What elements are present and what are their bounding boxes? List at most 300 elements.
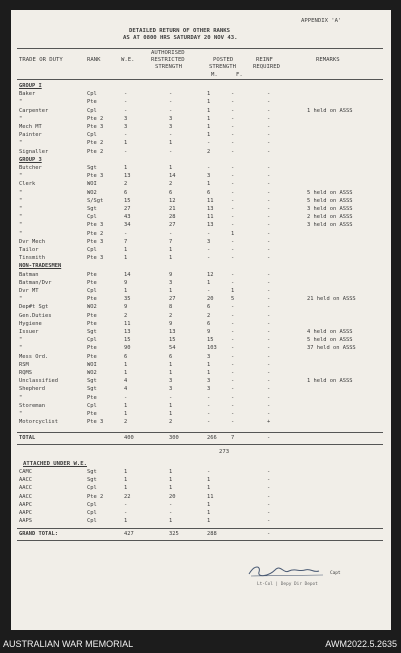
table-row — [11, 321, 391, 328]
table-cell: Unclassified — [19, 378, 58, 385]
table-cell: 2 held on ASSS — [307, 214, 353, 221]
table-cell: Dvr MT — [19, 288, 39, 294]
table-cell: 9 — [169, 271, 173, 278]
table-row — [11, 354, 391, 361]
table-cell: - — [267, 411, 271, 417]
table-cell: 2 — [169, 419, 173, 426]
table-cell: - — [267, 279, 271, 286]
table-cell: 27 — [169, 296, 176, 303]
table-cell: Cpl — [87, 485, 97, 492]
table-cell: Pte 3 — [87, 238, 104, 245]
table-cell: 1 — [169, 288, 173, 294]
table-cell: - — [231, 312, 235, 319]
table-cell: - — [207, 230, 211, 237]
footer-reference: AWM2022.5.2635 — [325, 639, 397, 649]
table-cell: 1 — [124, 288, 128, 294]
table-cell: Pte 2 — [87, 148, 104, 155]
table-cell: AACC — [19, 493, 32, 500]
table-cell: 14 — [124, 271, 131, 278]
table-cell: 1 — [169, 411, 173, 417]
table-cell: " — [19, 115, 23, 122]
table-cell: Baker — [19, 91, 36, 98]
table-row — [11, 419, 391, 426]
table-cell: - — [231, 115, 235, 122]
total-auth: 300 — [169, 435, 179, 441]
subtotal: 273 — [219, 449, 230, 455]
total-row — [11, 435, 391, 442]
table-cell: GROUP I — [19, 83, 42, 89]
table-cell: " — [19, 206, 23, 212]
table-cell: - — [267, 518, 271, 525]
table-cell: Issuer — [19, 329, 39, 335]
table-cell: - — [267, 296, 271, 303]
title-line-2: AS AT 0800 HRS SATURDAY 20 NOV 43. — [123, 35, 238, 41]
table-row — [11, 502, 391, 509]
table-cell: 1 — [207, 370, 211, 376]
table-cell: 1 — [124, 469, 128, 475]
table-cell: " — [19, 222, 23, 229]
table-cell: - — [169, 510, 173, 516]
table-cell: - — [267, 165, 271, 171]
table-row — [11, 214, 391, 221]
table-cell: Dep#t Sgt — [19, 304, 49, 311]
table-cell: - — [231, 279, 235, 286]
table-cell: - — [169, 501, 173, 508]
table-cell: AACC — [19, 477, 32, 484]
table-cell: 20 — [169, 493, 176, 500]
table-cell: Cpl — [87, 214, 97, 221]
table-cell: 3 — [207, 353, 211, 360]
table-cell: 1 — [124, 165, 128, 171]
table-cell: - — [267, 132, 271, 139]
table-cell: " — [19, 230, 23, 237]
col-rank-header: RANK — [87, 57, 101, 63]
table-cell: 1 — [207, 510, 211, 516]
table-cell: - — [267, 477, 271, 484]
table-row — [11, 247, 391, 254]
table-cell: Sgt — [87, 206, 97, 212]
table-row — [11, 485, 391, 492]
table-cell: - — [124, 107, 128, 114]
table-cell: 43 — [124, 214, 131, 221]
table-cell: RSM — [19, 361, 29, 368]
table-cell: - — [231, 140, 235, 147]
table-cell: - — [207, 165, 211, 171]
table-cell: - — [231, 411, 235, 417]
table-cell: - — [267, 206, 271, 212]
table-row — [11, 518, 391, 525]
table-cell: - — [207, 419, 211, 426]
table-cell: Cpl — [87, 510, 97, 516]
table-cell: " — [19, 411, 23, 417]
table-cell: WO2 — [87, 370, 97, 376]
table-cell: 4 — [124, 386, 128, 393]
table-cell: Tinsmith — [19, 255, 45, 262]
table-cell: - — [267, 189, 271, 196]
table-cell: - — [169, 230, 173, 237]
table-cell: Sgt — [87, 469, 97, 475]
table-cell: Clerk — [19, 181, 36, 188]
table-cell: - — [267, 173, 271, 180]
table-row — [11, 99, 391, 106]
table-cell: Pte 2 — [87, 140, 104, 147]
table-cell: - — [267, 485, 271, 492]
table-cell: RQMS — [19, 370, 32, 376]
table-cell: - — [231, 255, 235, 262]
table-row — [11, 329, 391, 336]
table-row — [11, 157, 391, 164]
table-row — [11, 296, 391, 303]
table-cell: 1 — [231, 288, 235, 294]
table-cell: " — [19, 140, 23, 147]
table-cell: 1 — [169, 370, 173, 376]
table-row — [11, 190, 391, 197]
table-row — [11, 91, 391, 98]
table-cell: 1 held on ASSS — [307, 378, 353, 385]
table-cell: " — [19, 345, 23, 352]
table-cell: Sgt — [87, 477, 97, 484]
table-cell: - — [267, 230, 271, 237]
table-cell: Pte — [87, 345, 97, 352]
table-cell: - — [207, 140, 211, 147]
table-cell: 3 — [124, 115, 128, 122]
table-cell: 3 held on ASSS — [307, 206, 353, 212]
table-cell: Cpl — [87, 91, 97, 98]
table-cell: 5 held on ASSS — [307, 197, 353, 204]
table-row — [11, 304, 391, 311]
table-cell: 1 — [207, 477, 211, 484]
table-cell: + — [267, 419, 271, 426]
table-row — [11, 263, 391, 270]
table-cell: AAPS — [19, 518, 32, 525]
table-cell: 35 — [124, 296, 131, 303]
table-cell: Butcher — [19, 165, 42, 171]
grand-total-we: 427 — [124, 531, 134, 537]
table-cell: 1 — [124, 477, 128, 484]
table-cell: - — [231, 197, 235, 204]
table-cell: AACC — [19, 485, 32, 492]
table-row — [11, 231, 391, 238]
table-cell: 9 — [124, 304, 128, 311]
table-cell: Cpl — [87, 132, 97, 139]
table-cell: Mess Ord. — [19, 353, 49, 360]
table-cell: 6 — [124, 353, 128, 360]
table-cell: - — [124, 394, 128, 401]
table-cell: 1 — [169, 402, 173, 409]
table-cell: - — [207, 255, 211, 262]
signature-caption: Lt-Col | Depy Dir Depot — [257, 582, 318, 587]
table-cell: 1 — [124, 518, 128, 525]
table-row — [11, 313, 391, 320]
table-cell: - — [231, 370, 235, 376]
table-row — [11, 288, 391, 295]
table-cell: - — [231, 271, 235, 278]
table-cell: - — [267, 361, 271, 368]
table-cell: - — [231, 402, 235, 409]
table-cell: - — [231, 173, 235, 180]
table-cell: 3 — [169, 279, 173, 286]
table-cell: 1 — [207, 181, 211, 188]
table-cell: - — [207, 469, 211, 475]
table-cell: " — [19, 189, 23, 196]
table-cell: - — [267, 304, 271, 311]
table-cell: - — [231, 394, 235, 401]
table-cell: - — [169, 148, 173, 155]
table-cell: - — [231, 419, 235, 426]
table-cell: 6 — [169, 189, 173, 196]
table-cell: 3 — [169, 124, 173, 130]
grand-total-posted: 288 — [207, 531, 217, 537]
table-cell: 1 — [231, 230, 235, 237]
table-cell: - — [267, 312, 271, 319]
table-cell: - — [231, 329, 235, 335]
total-posted: 266 — [207, 435, 217, 441]
table-cell: - — [124, 230, 128, 237]
table-cell: Cpl — [87, 288, 97, 294]
col-posted-header-2: STRENGTH — [209, 64, 236, 70]
table-cell: 5 held on ASSS — [307, 337, 353, 344]
table-cell: Gen.Duties — [19, 312, 52, 319]
table-cell: Dvr Mech — [19, 238, 45, 245]
table-row — [11, 83, 391, 90]
table-cell: Pte — [87, 353, 97, 360]
table-cell: Pte 3 — [87, 255, 104, 262]
table-cell: 3 — [169, 386, 173, 393]
table-cell: - — [207, 394, 211, 401]
table-cell: - — [169, 394, 173, 401]
table-cell: - — [231, 148, 235, 155]
total-reinf: - — [267, 435, 271, 441]
table-cell: 1 — [169, 469, 173, 475]
table-cell: 1 — [124, 247, 128, 253]
table-cell: - — [124, 501, 128, 508]
table-cell: - — [267, 402, 271, 409]
table-row — [11, 255, 391, 262]
table-cell: 3 — [207, 173, 211, 180]
table-cell: - — [169, 91, 173, 98]
table-row — [11, 469, 391, 476]
table-cell: - — [231, 247, 235, 253]
table-cell: GROUP 3 — [19, 156, 42, 163]
table-row — [11, 206, 391, 213]
table-cell: Carpenter — [19, 107, 49, 114]
table-cell: 13 — [124, 329, 131, 335]
table-cell: - — [267, 214, 271, 221]
table-cell: - — [231, 304, 235, 311]
table-cell: 2 — [124, 312, 128, 319]
table-cell: 34 — [124, 222, 131, 229]
table-cell: 90 — [124, 345, 131, 352]
table-cell: - — [231, 124, 235, 130]
total-label: TOTAL — [19, 435, 36, 441]
table-cell: 15 — [124, 197, 131, 204]
table-cell: 6 — [124, 189, 128, 196]
table-cell: 11 — [124, 320, 131, 327]
table-cell: Pte — [87, 411, 97, 417]
table-cell: " — [19, 197, 23, 204]
table-cell: S/Sgt — [87, 197, 104, 204]
table-cell: - — [267, 271, 271, 278]
table-cell: - — [267, 140, 271, 147]
table-cell: 7 — [124, 238, 128, 245]
table-cell: 1 — [169, 165, 173, 171]
table-cell: Pte 2 — [87, 115, 104, 122]
total-top-rule — [17, 432, 383, 433]
table-cell: 1 — [207, 485, 211, 492]
table-cell: - — [124, 132, 128, 139]
table-cell: 1 — [169, 485, 173, 492]
table-cell: - — [267, 255, 271, 262]
table-cell: 3 — [169, 115, 173, 122]
table-cell: 9 — [169, 320, 173, 327]
table-cell: - — [169, 132, 173, 139]
table-row — [11, 345, 391, 352]
table-cell: 1 — [207, 132, 211, 139]
col-auth-header-2: RESTRICTED — [151, 57, 185, 63]
table-cell: 11 — [207, 214, 214, 221]
table-cell: 4 — [124, 378, 128, 385]
table-cell: 1 — [207, 518, 211, 525]
table-cell: - — [231, 165, 235, 171]
table-cell: - — [267, 345, 271, 352]
table-cell: - — [231, 99, 235, 106]
table-cell: 3 — [207, 386, 211, 393]
col-reinf-header-1: REINF — [256, 57, 273, 63]
table-cell: 28 — [169, 214, 176, 221]
table-cell: 1 — [169, 140, 173, 147]
table-cell: - — [124, 99, 128, 106]
table-cell: 2 — [169, 312, 173, 319]
table-cell: Pte — [87, 394, 97, 401]
table-row — [11, 403, 391, 410]
table-cell: AAPC — [19, 501, 32, 508]
table-row — [11, 173, 391, 180]
table-cell: Cpl — [87, 518, 97, 525]
grand-total-top-rule — [17, 528, 383, 529]
table-cell: 1 — [124, 255, 128, 262]
table-row — [11, 494, 391, 501]
table-cell: " — [19, 296, 23, 303]
total-bottom-rule — [17, 444, 383, 445]
signature-scrawl — [247, 562, 327, 580]
table-cell: 2 — [169, 181, 173, 188]
table-cell: Cpl — [87, 337, 97, 344]
table-cell: 2 — [207, 312, 211, 319]
table-cell: CAMC — [19, 469, 32, 475]
col-we-header: W.E. — [121, 57, 135, 63]
appendix-label: APPENDIX 'A' — [301, 18, 342, 24]
table-cell: - — [267, 247, 271, 253]
table-row — [11, 510, 391, 517]
table-cell: 9 — [207, 329, 211, 335]
table-cell: 13 — [207, 206, 214, 212]
table-cell: Pte 3 — [87, 419, 104, 426]
col-m-header: M. — [211, 72, 218, 78]
table-cell: 1 — [124, 140, 128, 147]
table-cell: 3 — [207, 238, 211, 245]
table-cell: 22 — [124, 493, 131, 500]
table-cell: Cpl — [87, 107, 97, 114]
table-cell: WO2 — [87, 304, 97, 311]
table-cell: 1 — [207, 279, 211, 286]
col-posted-header-1: POSTED — [213, 57, 234, 63]
table-cell: Batman — [19, 271, 39, 278]
table-cell: - — [267, 124, 271, 130]
table-cell: 103 — [207, 345, 217, 352]
table-cell: - — [124, 148, 128, 155]
table-cell: Hygiene — [19, 320, 42, 327]
table-cell: 1 — [169, 361, 173, 368]
table-cell: - — [267, 337, 271, 344]
table-cell: 5 held on ASSS — [307, 189, 353, 196]
table-cell: - — [267, 378, 271, 385]
table-row — [11, 222, 391, 229]
archive-footer — [0, 636, 401, 653]
table-cell: - — [231, 337, 235, 344]
table-cell: - — [267, 148, 271, 155]
table-cell: - — [231, 353, 235, 360]
table-cell: 1 — [124, 402, 128, 409]
table-cell: Cpl — [87, 247, 97, 253]
total-we: 400 — [124, 435, 134, 441]
table-cell: - — [267, 222, 271, 229]
table-cell: Mech MT — [19, 124, 42, 130]
table-row — [11, 108, 391, 115]
attached-title: ATTACHED UNDER W.E. — [23, 461, 87, 467]
table-row — [11, 370, 391, 377]
table-cell: - — [231, 91, 235, 98]
table-cell: - — [267, 320, 271, 327]
header-top-rule — [17, 48, 383, 49]
table-cell: - — [267, 370, 271, 376]
table-cell: 7 — [169, 238, 173, 245]
table-cell: 15 — [124, 337, 131, 344]
table-cell: - — [267, 329, 271, 335]
table-cell: - — [267, 197, 271, 204]
table-cell: - — [267, 181, 271, 188]
table-cell: Pte — [87, 279, 97, 286]
table-cell: 1 — [207, 99, 211, 106]
table-cell: 1 held on ASSS — [307, 107, 353, 114]
table-cell: 1 — [169, 255, 173, 262]
document-page — [11, 10, 391, 630]
table-cell: 4 held on ASSS — [307, 329, 353, 335]
table-cell: NON-TRADESMEN — [19, 263, 62, 270]
grand-total-bottom-rule — [17, 540, 383, 541]
table-cell: - — [231, 189, 235, 196]
table-cell: Pte — [87, 320, 97, 327]
table-cell: - — [267, 386, 271, 393]
table-cell: 2 — [124, 419, 128, 426]
table-cell: - — [231, 320, 235, 327]
table-cell: 11 — [207, 197, 214, 204]
table-cell: Sgt — [87, 329, 97, 335]
table-cell: 12 — [169, 197, 176, 204]
table-cell: - — [267, 99, 271, 106]
table-cell: 6 — [207, 320, 211, 327]
table-cell: - — [231, 107, 235, 114]
table-cell: 3 — [124, 124, 128, 130]
table-cell: - — [231, 386, 235, 393]
table-row — [11, 165, 391, 172]
table-cell: 12 — [207, 271, 214, 278]
table-cell: - — [267, 501, 271, 508]
table-row — [11, 477, 391, 484]
table-cell: 1 — [124, 370, 128, 376]
table-cell: - — [267, 394, 271, 401]
table-cell: 15 — [169, 337, 176, 344]
title-line-1: DETAILED RETURN OF OTHER RANKS — [129, 28, 231, 34]
